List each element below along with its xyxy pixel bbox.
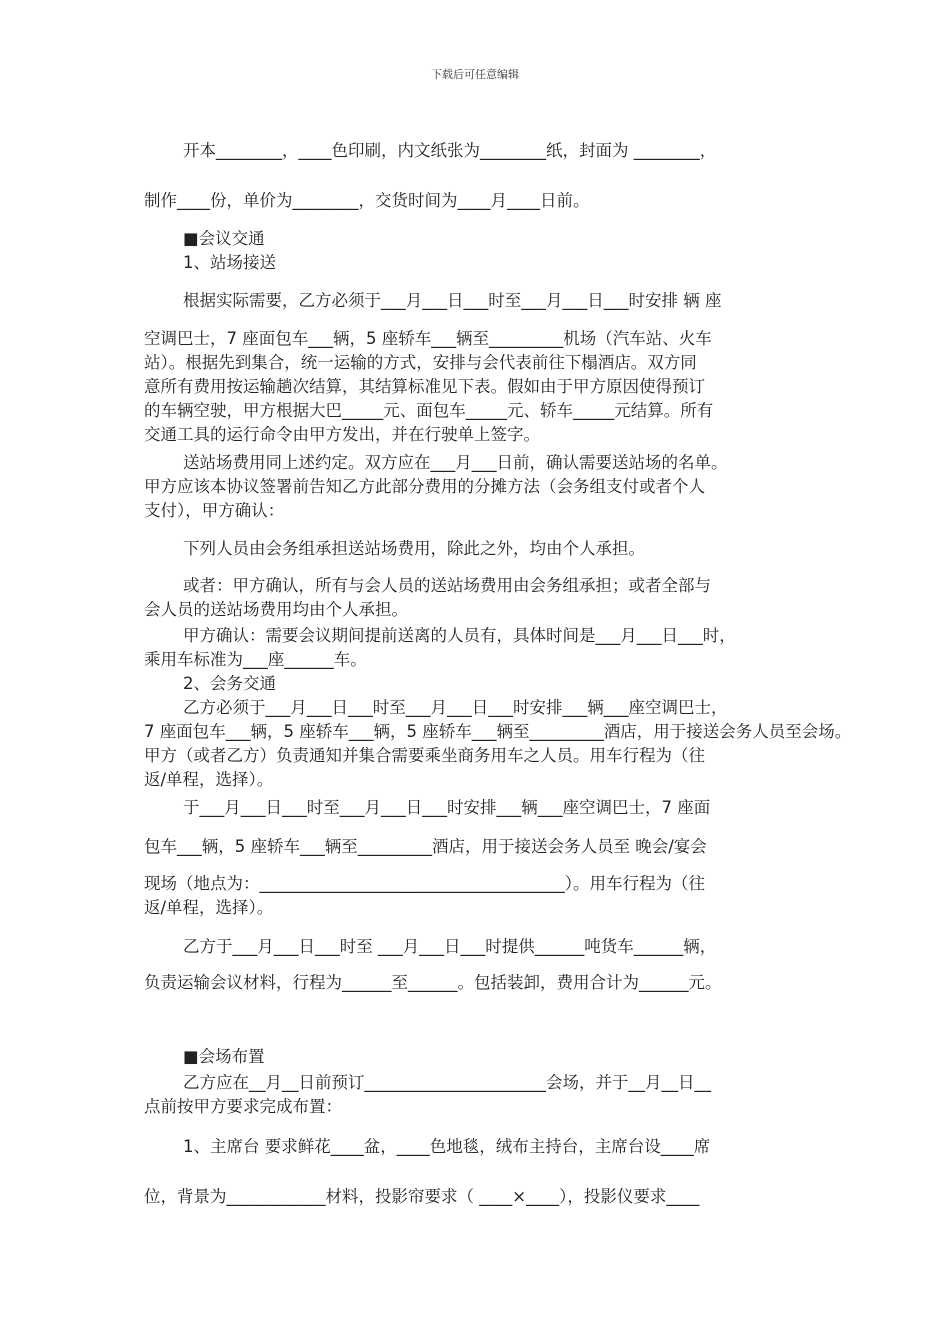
text-line: 负责运输会议材料，行程为______至______。包括装卸，费用合计为______元。	[144, 973, 722, 992]
text-line: 包车___辆，5 座轿车___辆至_________酒店，用于接送会务人员至 晚会/宴会	[144, 837, 707, 856]
text-line: 甲方应该本协议签署前告知乙方此部分费用的分摊方法（会务组支付或者个人	[144, 477, 705, 496]
text-line: 于___月___日___时至___月___日___时安排___辆___座空调巴士，7 座面	[183, 798, 711, 817]
section-heading: ■会场布置	[183, 1047, 265, 1066]
text-line: 下列人员由会务组承担送站场费用，除此之外，均由个人承担。	[183, 539, 645, 558]
text-line: 意所有费用按运输趟次结算，其结算标准见下表。假如由于甲方原因使得预订	[144, 377, 705, 396]
text-line: 现场（地点为：_____________________________________）。用车行程为（往	[144, 874, 705, 893]
text-line: 甲方确认：需要会议期间提前送离的人员有，具体时间是___月___日___时，	[183, 626, 736, 645]
subsection-heading: 1、站场接送	[183, 253, 276, 272]
text-line: 位，背景为____________材料，投影帘要求（ ____×____），投影仪要求____	[144, 1187, 700, 1206]
text-line: 根据实际需要，乙方必须于___月___日___时至___月___日___时安排 辆 座	[183, 291, 722, 310]
text-line: 乙方必须于___月___日___时至___月___日___时安排___辆___座空调巴士，	[183, 698, 728, 717]
text-line: 或者：甲方确认，所有与会人员的送站场费用由会务组承担；或者全部与	[183, 576, 711, 595]
text-line: 点前按甲方要求完成布置：	[144, 1097, 342, 1116]
section-heading: ■会议交通	[183, 229, 265, 248]
text-line: 会人员的送站场费用均由个人承担。	[144, 600, 408, 619]
text-line: 支付），甲方确认：	[144, 501, 285, 520]
text-line: 交通工具的运行命令由甲方发出，并在行驶单上签字。	[144, 425, 540, 444]
text-line: 7 座面包车___辆，5 座轿车___辆，5 座轿车___辆至_________酒店，用于接送会务人员至会场。	[144, 722, 852, 741]
text-line: 制作____份，单价为________，交货时间为____月____日前。	[144, 191, 590, 210]
page-header: 下载后可任意编辑	[431, 68, 519, 81]
text-line: 送站场费用同上述约定。双方应在___月___日前，确认需要送站场的名单。	[183, 453, 728, 472]
text-line: 乘用车标准为___座______车。	[144, 650, 367, 669]
text-line: 1、主席台 要求鲜花____盆，____色地毯，绒布主持台，主席台设____席	[183, 1137, 711, 1156]
text-line: 返/单程，选择）。	[144, 770, 274, 789]
text-line: 返/单程，选择）。	[144, 898, 274, 917]
text-line: 乙方于___月___日___时至 ___月___日___时提供______吨货车______辆，	[183, 937, 717, 956]
subsection-heading: 2、会务交通	[183, 674, 276, 693]
text-line: 乙方应在__月__日前预订______________________会场，并于__月__日__	[183, 1073, 711, 1092]
text-line: 空调巴士，7 座面包车___辆，5 座轿车___辆至_________机场（汽车站、火车	[144, 329, 712, 348]
text-line: 开本________，____色印刷，内文纸张为________纸，封面为 ________，	[183, 141, 717, 160]
text-line: 站）。根据先到集合，统一运输的方式，安排与会代表前往下榻酒店。双方同	[144, 353, 697, 372]
text-line: 的车辆空驶，甲方根据大巴_____元、面包车_____元、轿车_____元结算。所有	[144, 401, 714, 420]
text-line: 甲方（或者乙方）负责通知并集合需要乘坐商务用车之人员。用车行程为（往	[144, 746, 705, 765]
